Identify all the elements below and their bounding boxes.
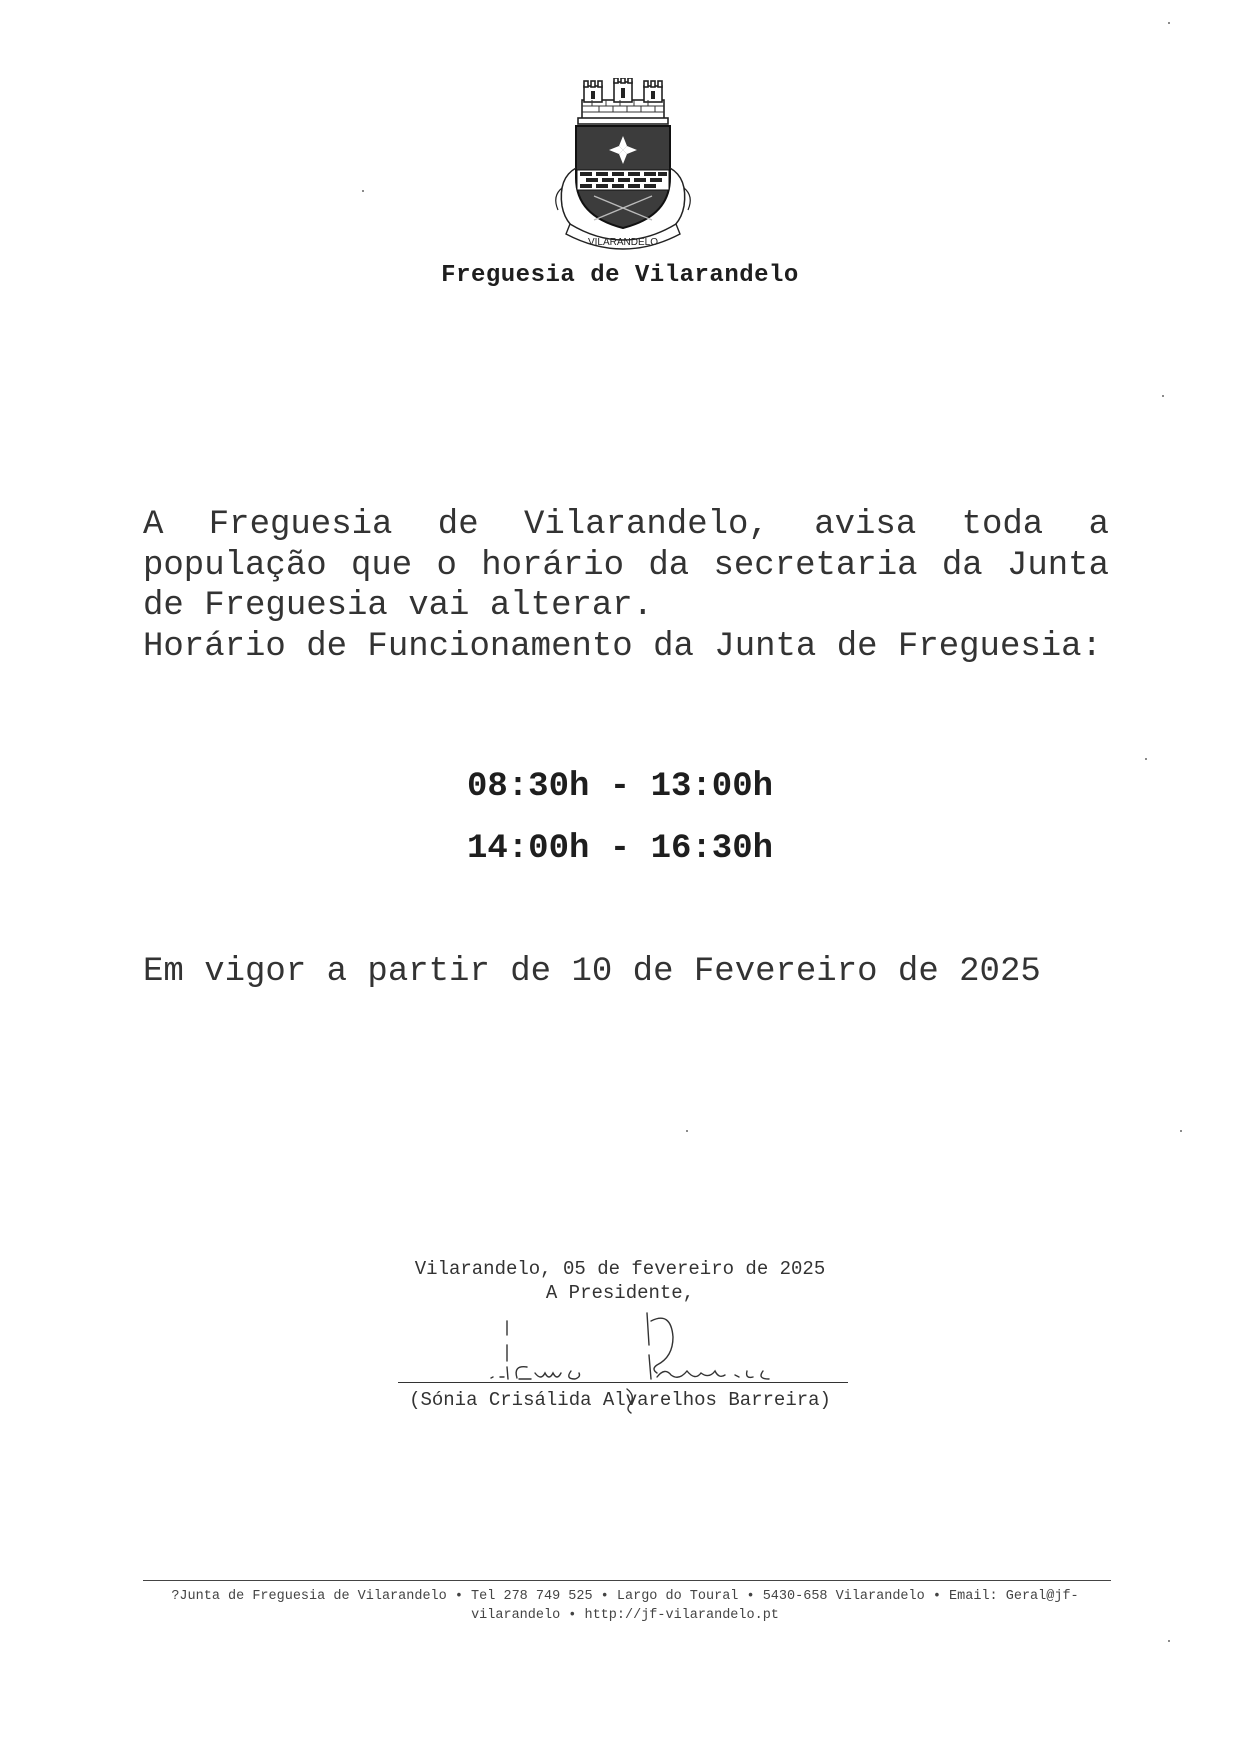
signature-line [398, 1382, 848, 1383]
scan-speck [1162, 395, 1164, 397]
hours-afternoon: 14:00h - 16:30h [466, 830, 774, 868]
footer-divider [143, 1580, 1111, 1581]
scan-speck [362, 190, 364, 192]
notice-body [143, 505, 1109, 667]
scan-speck [1180, 1130, 1182, 1132]
signature-place-date: Vilarandelo, 05 de fevereiro de 2025 [414, 1258, 826, 1280]
signature-role: A Presidente, [545, 1282, 695, 1304]
notice-paragraph-1: A Freguesia de Vilarandelo, avisa toda a população que o horário da secretaria da Junta de Freguesia vai alterar. [143, 506, 1109, 625]
footer-line-1: ?Junta de Freguesia de Vilarandelo • Tel 278 749 525 • Largo do Toural • 5430-658 Vilarandelo • Email: Geral@jf- [171, 1589, 1079, 1604]
hours-morning: 08:30h - 13:00h [466, 768, 774, 806]
footer-line-2: vilarandelo • http://jf-vilarandelo.pt [471, 1608, 779, 1623]
page-title: Freguesia de Vilarandelo [441, 262, 799, 289]
scan-speck [1168, 22, 1170, 24]
coat-of-arms-icon [548, 78, 698, 253]
signatory-name: (Sónia Crisálida Alvarelhos Barreira) [409, 1389, 831, 1411]
emblem-ribbon-text: VILARANDELO [587, 237, 659, 248]
signature-header [380, 1257, 860, 1305]
scan-speck [686, 1130, 688, 1132]
footer-contact [160, 1587, 1090, 1625]
scan-speck [1168, 1640, 1170, 1642]
effective-date: Em vigor a partir de 10 de Fevereiro de 2025 [143, 953, 1041, 991]
scan-speck [1145, 758, 1147, 760]
notice-paragraph-2: Horário de Funcionamento da Junta de Freguesia: [143, 627, 1102, 666]
